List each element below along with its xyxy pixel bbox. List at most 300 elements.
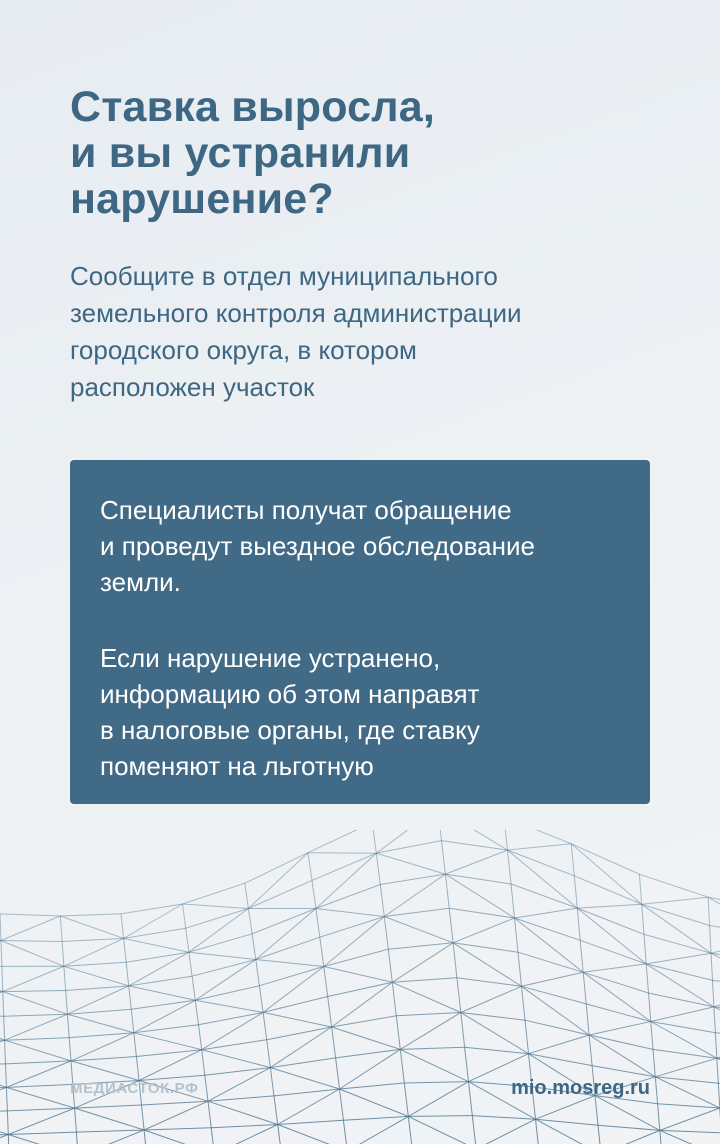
mesh-line (205, 1075, 208, 1101)
mesh-line (248, 909, 252, 934)
mesh-line (714, 988, 720, 1007)
mesh-line (642, 897, 708, 904)
mesh-line (195, 1000, 263, 1012)
info-p2-line-3: в налоговые органы, где ставку (100, 715, 480, 745)
mesh-line (651, 1022, 653, 1050)
mesh-line (126, 962, 129, 986)
mesh-line (713, 980, 714, 1007)
mesh-line (75, 1105, 142, 1108)
mesh-line (259, 986, 263, 1013)
mesh-line (508, 850, 578, 908)
mesh-line (320, 937, 324, 966)
info-paragraph-1 (100, 492, 622, 600)
mesh-line (0, 1113, 8, 1134)
mesh-line (404, 1083, 408, 1116)
mesh-line (256, 937, 320, 959)
mesh-line (8, 1108, 74, 1134)
mesh-line (267, 1040, 271, 1068)
mesh-line (574, 876, 641, 905)
mesh-line (202, 1040, 267, 1050)
mesh-line (577, 908, 646, 964)
mesh-line (438, 830, 508, 850)
mesh-line (64, 962, 126, 966)
mesh-line (571, 844, 641, 905)
mesh-line (343, 1116, 408, 1120)
mesh-line (644, 934, 711, 953)
mesh-line (589, 1035, 653, 1049)
mesh-line (69, 1038, 71, 1061)
mesh-line (189, 952, 192, 976)
mesh-line (445, 874, 514, 918)
mesh-line (0, 1064, 6, 1066)
mesh-line (316, 885, 380, 909)
mesh-line (586, 1004, 589, 1035)
mesh-line (263, 967, 324, 1013)
mesh-line (649, 993, 651, 1022)
mesh-line (655, 1058, 717, 1077)
mesh-line (208, 1101, 211, 1128)
mesh-line (129, 986, 196, 1000)
mesh-line (6, 1087, 74, 1108)
mesh-line (453, 918, 514, 943)
mesh-line (7, 1111, 8, 1135)
page-title (70, 84, 670, 222)
mesh-line (252, 934, 256, 960)
mesh-line (653, 1049, 655, 1076)
mesh-line (711, 953, 713, 980)
mesh-line (7, 1108, 74, 1111)
mesh-line (536, 1119, 602, 1144)
mesh-line (586, 1004, 651, 1022)
mesh-line (536, 1119, 540, 1144)
mesh-line (124, 938, 189, 952)
mesh-line (211, 1125, 278, 1128)
mesh-line (388, 943, 453, 949)
mesh-line (67, 1014, 69, 1037)
mesh-line (121, 914, 124, 939)
mesh-line (384, 917, 453, 943)
mesh-line (714, 1007, 716, 1033)
mesh-line (522, 986, 587, 1004)
mesh-line (515, 908, 578, 918)
mesh-line (316, 909, 384, 917)
mesh-line (256, 960, 324, 967)
mesh-line (376, 830, 437, 853)
mesh-line (3, 966, 64, 991)
mesh-line (340, 1089, 409, 1116)
mesh-line (453, 943, 521, 987)
mesh-line (144, 1130, 214, 1144)
mesh-line (589, 1035, 592, 1066)
mesh-line (380, 874, 445, 884)
subtitle (70, 258, 670, 406)
mesh-line (134, 1000, 196, 1033)
mesh-line (62, 938, 124, 941)
mesh-line (508, 850, 512, 884)
mesh-line (340, 1049, 401, 1089)
mesh-line (195, 960, 256, 1001)
mesh-line (6, 1064, 7, 1088)
mesh-line (62, 942, 64, 967)
mesh-line (445, 874, 511, 884)
mesh-line (5, 1014, 68, 1040)
mesh-line (208, 1101, 278, 1124)
mesh-line (653, 1049, 717, 1058)
mesh-line (646, 953, 711, 964)
mesh-line (400, 1049, 468, 1081)
mesh-line (655, 1077, 718, 1083)
mesh-line (660, 1130, 720, 1132)
subtitle-line-3: городского округа, в котором (70, 335, 417, 365)
mesh-line (522, 986, 526, 1020)
mesh-line (571, 844, 574, 876)
mesh-line (0, 914, 60, 916)
footer-brand: МЕДИАСТОК.РФ (70, 1080, 199, 1097)
mesh-line (8, 1135, 78, 1144)
info-p1-line-3: земли. (100, 567, 181, 597)
mesh-line (3, 992, 68, 1015)
mesh-line (263, 1012, 267, 1039)
mesh-line (6, 1061, 71, 1088)
mesh-line (392, 982, 461, 1012)
mesh-line (376, 853, 445, 874)
mesh-line (142, 1101, 209, 1105)
mesh-line (711, 937, 720, 953)
mesh-line (583, 964, 646, 972)
mesh-line (189, 934, 252, 952)
mesh-line (328, 997, 332, 1028)
mesh-line (642, 904, 644, 934)
title-line-2: и вы устранили (70, 129, 411, 177)
mesh-line (408, 1116, 472, 1117)
mesh-line (248, 853, 308, 909)
mesh-line (183, 904, 249, 909)
info-p1-line-1: Специалисты получат обращение (100, 495, 512, 525)
mesh-line (60, 914, 121, 916)
mesh-line (144, 1101, 208, 1130)
mesh-line (580, 940, 583, 972)
mesh-line (453, 943, 457, 978)
subtitle-line-2: земельного контроля администрации (70, 298, 522, 328)
mesh-line (649, 993, 714, 1007)
mesh-line (376, 853, 380, 884)
mesh-line (644, 934, 646, 964)
mesh-line (589, 1022, 651, 1036)
mesh-line (449, 908, 453, 943)
mesh-line (583, 972, 648, 993)
mesh-line (577, 908, 580, 940)
mesh-line (518, 952, 522, 986)
mesh-line (0, 1087, 6, 1113)
mesh-line (504, 830, 571, 844)
mesh-line (189, 909, 249, 953)
mesh-line (324, 967, 393, 983)
mesh-line (711, 953, 720, 963)
mesh-line (515, 918, 519, 952)
mesh-line (259, 967, 323, 986)
mesh-line (270, 1058, 335, 1068)
mesh-line (4, 1016, 5, 1040)
footer-site-link[interactable]: mio.mosreg.ru (511, 1077, 650, 1099)
mesh-line (6, 1061, 72, 1064)
mesh-line (278, 1125, 348, 1144)
mesh-line (508, 850, 575, 876)
mesh-line (308, 830, 372, 853)
mesh-line (248, 880, 312, 908)
mesh-line (183, 883, 245, 904)
mesh-line (472, 1116, 476, 1144)
mesh-line (642, 904, 711, 953)
mesh-line (136, 1057, 139, 1081)
mesh-line (713, 980, 720, 988)
mesh-line (660, 1130, 662, 1144)
mesh-line (6, 1087, 7, 1111)
mesh-line (336, 1058, 340, 1089)
mesh-line (195, 986, 259, 1001)
mesh-line (278, 1120, 344, 1124)
mesh-line (655, 1077, 720, 1108)
mesh-line (372, 830, 376, 853)
mesh-line (400, 1013, 461, 1050)
mesh-line (134, 1025, 199, 1033)
mesh-line (515, 918, 581, 940)
mesh-line (324, 949, 389, 966)
mesh-line (404, 1082, 468, 1083)
mesh-line (580, 940, 646, 964)
mesh-line (332, 1027, 336, 1058)
mesh-line (461, 1013, 465, 1048)
mesh-line (245, 853, 308, 884)
mesh-line (202, 1050, 271, 1068)
mesh-line (274, 1096, 278, 1125)
mesh-line (76, 1130, 144, 1132)
mesh-line (270, 1068, 339, 1089)
mesh-line (263, 1012, 332, 1027)
mesh-line (144, 1128, 211, 1130)
mesh-line (1, 941, 62, 942)
mesh-line (6, 1084, 72, 1087)
mesh-line (465, 1047, 469, 1081)
mesh-line (708, 897, 720, 910)
mesh-line (642, 904, 710, 925)
mesh-line (75, 1108, 145, 1130)
mesh-line (0, 1135, 8, 1144)
mesh-line (392, 943, 453, 983)
mesh-line (518, 952, 583, 972)
mesh-line (347, 1116, 408, 1144)
mesh-line (574, 876, 577, 908)
mesh-line (5, 1040, 71, 1061)
mesh-line (5, 1038, 70, 1041)
mesh-line (449, 908, 514, 918)
mesh-line (0, 1040, 5, 1065)
mesh-line (595, 1096, 598, 1126)
mesh-line (136, 1050, 201, 1057)
mesh-line (192, 960, 256, 977)
mesh-line (583, 972, 651, 1021)
mesh-line (0, 992, 3, 1016)
info-p2-line-2: информацию об этом направят (100, 679, 480, 709)
mesh-line (256, 909, 316, 960)
mesh-line (189, 952, 256, 959)
mesh-line (60, 916, 123, 938)
mesh-line (8, 1135, 9, 1144)
mesh-line (64, 966, 66, 990)
mesh-line (472, 1116, 535, 1120)
title-line-3: нарушение? (70, 175, 334, 223)
mesh-line (571, 844, 639, 874)
mesh-line (453, 943, 518, 952)
mesh-line (1, 941, 2, 967)
mesh-line (199, 1025, 202, 1050)
mesh-line (256, 960, 260, 986)
mesh-line (511, 884, 515, 918)
mesh-line (71, 1057, 136, 1061)
mesh-line (312, 853, 376, 880)
mesh-line (245, 883, 249, 908)
mesh-line (192, 976, 195, 1000)
mesh-line (508, 844, 572, 850)
info-paragraph-2 (100, 640, 622, 784)
mesh-line (396, 1016, 400, 1050)
mesh-line (400, 1049, 404, 1083)
mesh-line (316, 853, 376, 908)
mesh-line (320, 917, 385, 938)
mesh-line (525, 1020, 529, 1053)
mesh-line (64, 966, 129, 986)
mesh-line (438, 830, 442, 841)
mesh-line (129, 986, 132, 1009)
mesh-line (442, 841, 508, 851)
mesh-line (202, 1050, 205, 1076)
mesh-line (4, 1014, 68, 1016)
mesh-line (646, 964, 712, 981)
mesh-line (252, 909, 316, 934)
mesh-line (3, 991, 66, 992)
mesh-line (577, 904, 641, 908)
mesh-line (195, 1000, 198, 1025)
mesh-line (1, 916, 60, 941)
mesh-line (598, 1125, 601, 1144)
mesh-line (67, 1014, 133, 1033)
mesh-line (340, 1089, 344, 1120)
mesh-line (601, 1130, 660, 1144)
mesh-line (2, 966, 3, 991)
mesh-line (515, 918, 584, 972)
mesh-line (376, 841, 441, 854)
mesh-line (658, 1104, 720, 1108)
mesh-line (278, 1125, 282, 1144)
mesh-line (396, 1013, 461, 1016)
mesh-line (3, 992, 4, 1017)
mesh-line (183, 904, 186, 928)
info-p2-line-1: Если нарушение устранено, (100, 643, 441, 673)
mesh-line (186, 909, 249, 929)
mesh-line (66, 991, 68, 1015)
mesh-line (308, 853, 312, 881)
info-p2-line-4: поменяют на льготную (100, 751, 374, 781)
subtitle-line-4: расположен участок (70, 372, 315, 402)
mesh-line (457, 978, 461, 1013)
mesh-line (595, 1096, 660, 1131)
mesh-line (469, 1082, 473, 1116)
mesh-line (710, 926, 711, 954)
mesh-line (60, 916, 62, 942)
mesh-line (0, 914, 1, 941)
mesh-line (442, 841, 446, 875)
mesh-line (332, 1027, 401, 1049)
mesh-line (134, 1033, 202, 1050)
mesh-line (8, 1132, 76, 1134)
mesh-line (577, 908, 644, 934)
mesh-line (708, 897, 710, 925)
mesh-line (408, 1116, 412, 1144)
title-line-1: Ставка выросла, (70, 83, 436, 131)
mesh-line (308, 853, 376, 854)
mesh-line (445, 874, 449, 908)
mesh-line (131, 1009, 134, 1033)
mesh-line (388, 949, 392, 982)
mesh-line (384, 917, 388, 950)
mesh-line (0, 1111, 7, 1113)
mesh-line (445, 850, 507, 874)
mesh-line (343, 1120, 347, 1144)
mesh-line (660, 1108, 720, 1130)
subtitle-line-1: Сообщите в отдел муниципального (70, 261, 498, 291)
mesh-line (332, 1016, 397, 1027)
mesh-line (392, 982, 396, 1016)
mesh-line (144, 1130, 147, 1144)
mesh-line (651, 1007, 714, 1022)
mesh-line (504, 830, 508, 850)
mesh-line (461, 1013, 525, 1021)
mesh-line (529, 1035, 590, 1054)
mesh-line (522, 972, 584, 986)
mesh-line (131, 1000, 195, 1009)
mesh-line (1, 941, 64, 967)
mesh-line (511, 884, 577, 908)
mesh-line (340, 1083, 405, 1089)
mesh-line (324, 917, 385, 967)
mesh-line (205, 1068, 271, 1076)
mesh-line (710, 926, 720, 938)
mesh-line (211, 1128, 214, 1144)
mesh-line (457, 978, 522, 987)
mesh-line (5, 1040, 6, 1064)
mesh-line (639, 874, 708, 897)
mesh-line (476, 1119, 535, 1144)
mesh-line (76, 1132, 78, 1144)
mesh-line (312, 880, 316, 908)
mesh-line (408, 1116, 476, 1144)
mesh-line (646, 964, 648, 993)
mesh-line (142, 1105, 145, 1130)
mesh-line (583, 972, 586, 1004)
mesh-line (316, 909, 320, 938)
mesh-line (408, 1082, 468, 1117)
info-p1-line-2: и проведут выездное обследование (100, 531, 535, 561)
mesh-line (124, 938, 127, 962)
mesh-line (75, 1108, 77, 1132)
mesh-line (639, 874, 641, 904)
mesh-line (646, 964, 714, 1007)
mesh-line (461, 986, 522, 1012)
mesh-line (324, 967, 328, 997)
mesh-line (336, 1049, 401, 1058)
mesh-line (64, 938, 124, 966)
mesh-line (655, 1077, 657, 1104)
mesh-line (380, 885, 384, 917)
